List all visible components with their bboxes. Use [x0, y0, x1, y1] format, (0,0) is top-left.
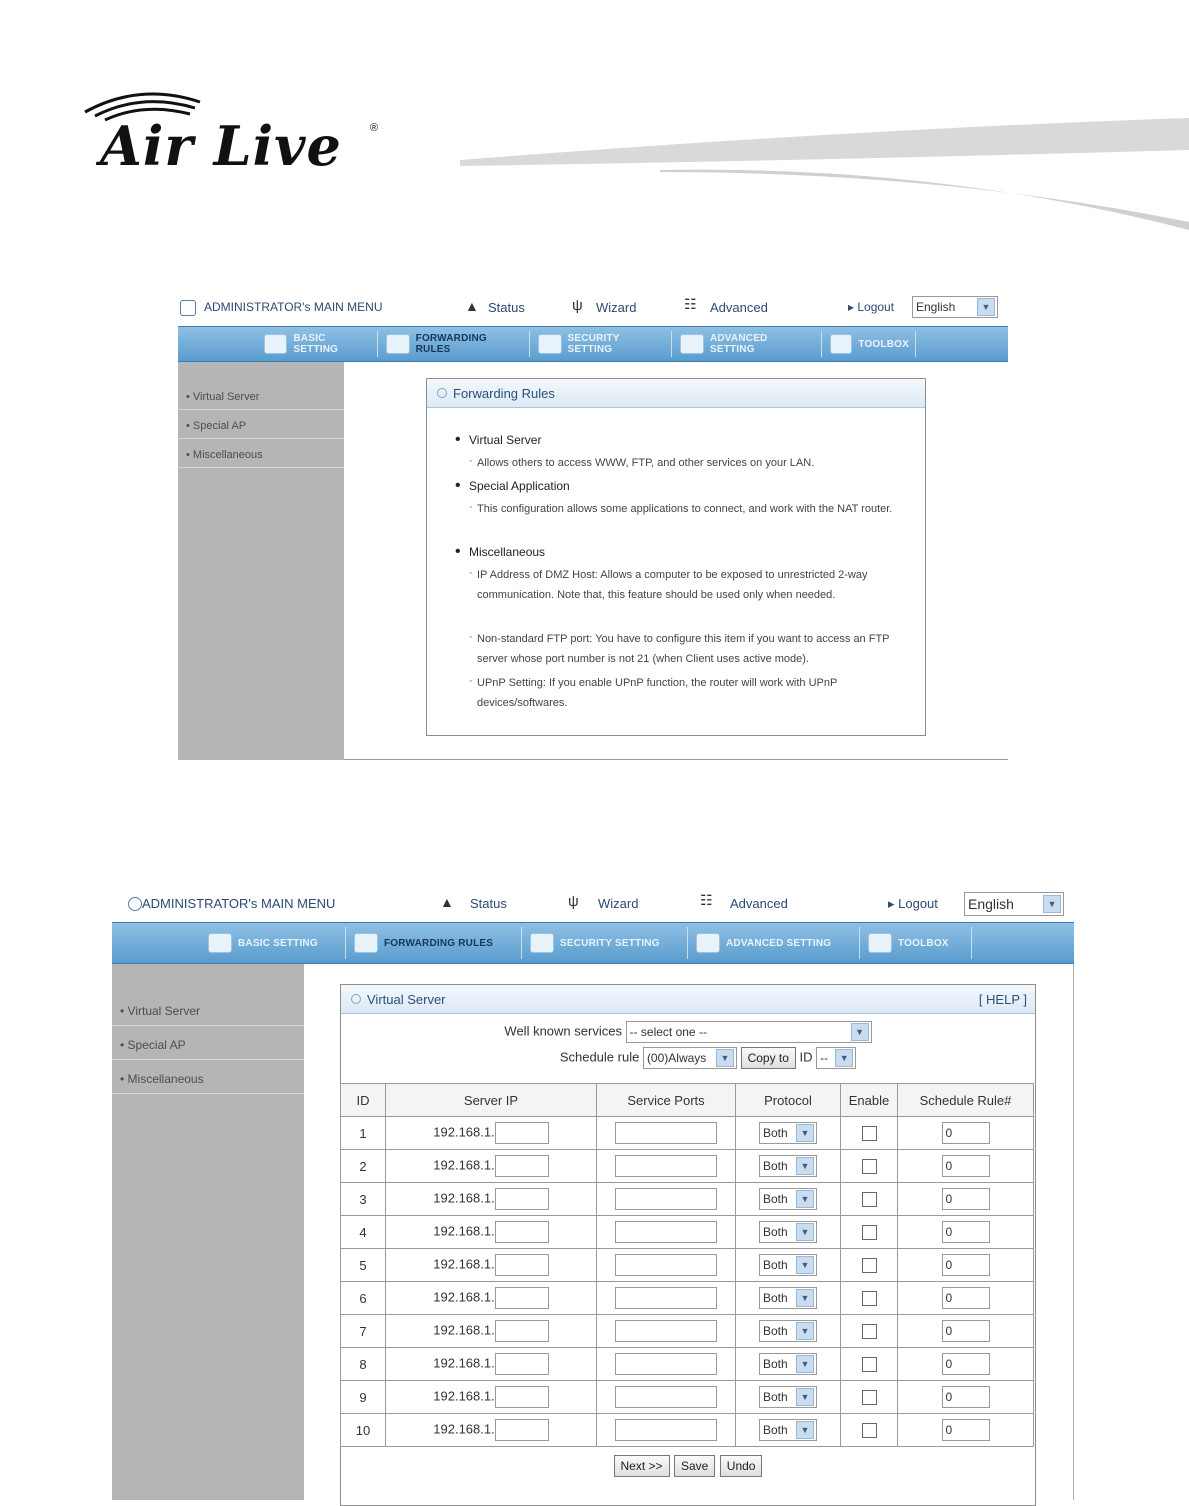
table-row [341, 1216, 1034, 1249]
section-desc: · This configuration allows some applications to connect, and work with the NAT router. [477, 499, 897, 519]
service-ports-cell [597, 1282, 736, 1315]
enable-cell [841, 1216, 898, 1249]
advanced-link[interactable]: Advanced [710, 300, 768, 315]
schedule-select[interactable] [643, 1047, 737, 1069]
schedule-cell [898, 1381, 1034, 1414]
schedule-rule-input[interactable]: 0 [942, 1320, 990, 1342]
enable-checkbox[interactable] [862, 1192, 877, 1207]
protocol-value: Both [763, 1324, 788, 1338]
row-id: 1 [341, 1117, 386, 1150]
sidebar-item-label: Special AP [127, 1037, 186, 1052]
advanced-icon: ☷ [684, 296, 697, 312]
server-ip-input[interactable] [495, 1419, 549, 1441]
table-row [341, 1150, 1034, 1183]
status-link[interactable]: Status [488, 300, 525, 315]
schedule-cell [898, 1348, 1034, 1381]
service-ports-cell [597, 1414, 736, 1447]
enable-checkbox[interactable] [862, 1159, 877, 1174]
schedule-rule-input[interactable]: 0 [942, 1287, 990, 1309]
panel-circle-icon [351, 994, 361, 1004]
chevron-down-icon: ▼ [796, 1157, 814, 1175]
chevron-down-icon: ▼ [796, 1190, 814, 1208]
enable-cell [841, 1414, 898, 1447]
service-ports-input[interactable] [615, 1353, 717, 1375]
row-id: 4 [341, 1216, 386, 1249]
schedule-cell [898, 1216, 1034, 1249]
chevron-down-icon: ▼ [796, 1223, 814, 1241]
chevron-down-icon: ▼ [977, 298, 995, 316]
logout-label: Logout [898, 896, 938, 911]
sidebar-item-miscellaneous[interactable]: • Miscellaneous [112, 1064, 304, 1094]
panel-circle-icon [437, 388, 447, 398]
section-heading-special-application: • Special Application [469, 479, 570, 493]
advanced-icon: ☷ [700, 892, 713, 908]
undo-button[interactable]: Undo [720, 1455, 763, 1477]
advanced-setting-icon [680, 334, 704, 354]
service-ports-input[interactable] [615, 1155, 717, 1177]
row-id: 7 [341, 1315, 386, 1348]
protocol-select[interactable] [759, 1287, 817, 1309]
language-select[interactable] [912, 296, 998, 318]
schedule-rule-input[interactable]: 0 [942, 1353, 990, 1375]
service-ports-cell [597, 1315, 736, 1348]
section-desc: · Non-standard FTP port: You have to configure this item if you want to access an FTP server whose port number is not 21 (when Client uses active mode). [477, 629, 897, 669]
sidebar-item-virtual-server[interactable]: • Virtual Server [112, 996, 304, 1026]
protocol-cell [736, 1150, 841, 1183]
row-id: 8 [341, 1348, 386, 1381]
column-header-service-ports: Service Ports [597, 1084, 736, 1117]
table-header-row [341, 1084, 1034, 1117]
server-ip-cell [386, 1414, 597, 1447]
server-ip-cell [386, 1315, 597, 1348]
tab-bar [178, 326, 1008, 362]
wizard-icon: ψ [572, 297, 583, 314]
protocol-select[interactable] [759, 1353, 817, 1375]
service-ports-cell [597, 1249, 736, 1282]
service-ports-input[interactable] [615, 1221, 717, 1243]
well-known-row [341, 1021, 1035, 1043]
protocol-value: Both [763, 1357, 788, 1371]
id-select[interactable] [816, 1047, 856, 1069]
toolbox-icon [830, 334, 852, 354]
tab-label: SECURITY SETTING [560, 937, 660, 949]
protocol-value: Both [763, 1390, 788, 1404]
server-ip-input[interactable] [495, 1287, 549, 1309]
chevron-down-icon: ▼ [796, 1289, 814, 1307]
language-value: English [916, 300, 956, 314]
schedule-rule-input[interactable]: 0 [942, 1254, 990, 1276]
schedule-cell [898, 1150, 1034, 1183]
logo-registered-mark: ® [370, 122, 379, 134]
table-row [341, 1117, 1034, 1150]
enable-checkbox[interactable] [862, 1126, 877, 1141]
service-ports-input[interactable] [615, 1254, 717, 1276]
server-ip-cell [386, 1150, 597, 1183]
server-ip-input[interactable] [495, 1386, 549, 1408]
main-menu-title[interactable]: ADMINISTRATOR's MAIN MENU [142, 896, 336, 911]
tab-label: BASIC SETTING [238, 937, 318, 949]
schedule-cell [898, 1282, 1034, 1315]
ip-prefix: 192.168.1. [433, 1355, 495, 1371]
schedule-rule-input[interactable]: 0 [942, 1419, 990, 1441]
table-row [341, 1414, 1034, 1447]
schedule-rule-input[interactable]: 0 [942, 1155, 990, 1177]
id-label: ID [799, 1049, 813, 1065]
airlive-logo [80, 84, 390, 178]
tab-label: SECURITY SETTING [567, 333, 620, 355]
ip-prefix: 192.168.1. [433, 1157, 495, 1173]
ip-prefix: 192.168.1. [433, 1223, 495, 1239]
tab-label: TOOLBOX [898, 937, 949, 949]
language-select[interactable] [964, 892, 1064, 916]
virtual-server-table [340, 1083, 1034, 1447]
protocol-cell [736, 1315, 841, 1348]
tab-toolbox[interactable] [824, 331, 916, 357]
server-ip-input[interactable] [495, 1221, 549, 1243]
section-heading-virtual-server: • Virtual Server [469, 433, 541, 447]
language-value: English [968, 896, 1014, 912]
server-ip-cell [386, 1216, 597, 1249]
id-value: -- [820, 1051, 829, 1065]
row-id: 10 [341, 1414, 386, 1447]
table-row [341, 1249, 1034, 1282]
protocol-cell [736, 1348, 841, 1381]
protocol-value: Both [763, 1126, 788, 1140]
panel-title-bar [427, 379, 925, 408]
tab-label: BASIC SETTING [293, 333, 339, 355]
service-ports-cell [597, 1150, 736, 1183]
next-button[interactable]: Next >> [614, 1455, 670, 1477]
server-ip-input[interactable] [495, 1188, 549, 1210]
protocol-value: Both [763, 1258, 788, 1272]
service-ports-cell [597, 1381, 736, 1414]
protocol-value: Both [763, 1423, 788, 1437]
toolbox-icon [868, 933, 892, 953]
copy-to-button[interactable]: Copy to [741, 1047, 796, 1069]
well-known-label: Well known services [504, 1023, 622, 1039]
logout-link[interactable]: ▸ Logout [848, 300, 895, 314]
row-id: 6 [341, 1282, 386, 1315]
chevron-down-icon: ▼ [716, 1049, 734, 1067]
admin-menu-icon [128, 897, 142, 911]
column-header-protocol: Protocol [736, 1084, 841, 1117]
panel-title: Forwarding Rules [453, 385, 555, 401]
server-ip-cell [386, 1117, 597, 1150]
server-ip-input[interactable] [495, 1353, 549, 1375]
section-desc: · Allows others to access WWW, FTP, and other services on your LAN. [477, 453, 907, 473]
tab-label: FORWARDING RULES [415, 333, 487, 355]
server-ip-cell [386, 1249, 597, 1282]
protocol-select[interactable] [759, 1221, 817, 1243]
sidebar-item-special-ap[interactable]: • Special AP [112, 1030, 304, 1060]
section-desc: · IP Address of DMZ Host: Allows a computer to be exposed to unrestricted 2-way communication. Note that, this feature should be used only when needed. [477, 565, 897, 605]
protocol-select[interactable] [759, 1419, 817, 1441]
action-buttons [341, 1455, 1035, 1477]
enable-cell [841, 1150, 898, 1183]
chevron-down-icon: ▼ [835, 1049, 853, 1067]
enable-checkbox[interactable] [862, 1258, 877, 1273]
virtual-server-panel [340, 984, 1036, 1506]
well-known-select[interactable] [626, 1021, 872, 1043]
forwarding-rules-panel [426, 378, 926, 736]
status-icon: ▲ [465, 298, 479, 314]
sidebar-item-label: Special AP [192, 419, 247, 432]
chevron-down-icon: ▼ [796, 1322, 814, 1340]
protocol-cell [736, 1381, 841, 1414]
enable-checkbox[interactable] [862, 1357, 877, 1372]
protocol-cell [736, 1183, 841, 1216]
enable-cell [841, 1315, 898, 1348]
server-ip-cell [386, 1282, 597, 1315]
section-heading-miscellaneous: • Miscellaneous [469, 545, 545, 559]
status-link[interactable]: Status [470, 896, 507, 911]
tab-forwarding-rules[interactable] [348, 927, 522, 959]
tab-label: TOOLBOX [858, 338, 909, 350]
protocol-cell [736, 1249, 841, 1282]
wizard-icon: ψ [568, 893, 579, 910]
section-desc: · UPnP Setting: If you enable UPnP function, the router will work with UPnP devices/softwares. [477, 673, 897, 713]
basic-setting-icon [208, 933, 232, 953]
protocol-select[interactable] [759, 1254, 817, 1276]
service-ports-input[interactable] [615, 1320, 717, 1342]
wizard-link[interactable]: Wizard [596, 300, 637, 315]
header-swoosh [460, 110, 1189, 240]
chevron-down-icon: ▼ [796, 1388, 814, 1406]
forwarding-rules-screenshot [178, 292, 1008, 760]
column-header-schedule-rule: Schedule Rule# [898, 1084, 1034, 1117]
ip-prefix: 192.168.1. [433, 1256, 495, 1272]
tab-label: FORWARDING RULES [384, 937, 494, 949]
service-ports-input[interactable] [615, 1122, 717, 1144]
enable-cell [841, 1117, 898, 1150]
tab-bar [112, 922, 1074, 964]
sidebar-item-label: Virtual Server [192, 390, 260, 403]
protocol-select[interactable] [759, 1122, 817, 1144]
main-menu-title[interactable]: ADMINISTRATOR's MAIN MENU [204, 300, 383, 314]
schedule-rule-input[interactable]: 0 [942, 1386, 990, 1408]
enable-checkbox[interactable] [862, 1324, 877, 1339]
table-row [341, 1348, 1034, 1381]
tab-toolbox[interactable] [862, 927, 972, 959]
protocol-cell [736, 1216, 841, 1249]
service-ports-input[interactable] [615, 1386, 717, 1408]
schedule-rule-input[interactable]: 0 [942, 1221, 990, 1243]
enable-checkbox[interactable] [862, 1291, 877, 1306]
security-icon [538, 334, 562, 354]
server-ip-cell [386, 1183, 597, 1216]
protocol-select[interactable] [759, 1155, 817, 1177]
row-id: 9 [341, 1381, 386, 1414]
protocol-select[interactable] [759, 1320, 817, 1342]
service-ports-cell [597, 1216, 736, 1249]
enable-checkbox[interactable] [862, 1225, 877, 1240]
server-ip-input[interactable] [495, 1320, 549, 1342]
save-button[interactable]: Save [674, 1455, 715, 1477]
server-ip-input[interactable] [495, 1122, 549, 1144]
column-header-id: ID [341, 1084, 386, 1117]
tab-label: ADVANCED SETTING [726, 937, 832, 949]
advanced-link[interactable]: Advanced [730, 896, 788, 911]
sidebar-item-virtual-server[interactable]: • Virtual Server [178, 384, 344, 410]
chevron-down-icon: ▼ [796, 1124, 814, 1142]
tab-advanced-setting[interactable] [690, 927, 860, 959]
schedule-label: Schedule rule [559, 1049, 640, 1065]
chevron-down-icon: ▼ [1043, 895, 1061, 913]
schedule-cell [898, 1315, 1034, 1348]
sidebar-item-miscellaneous[interactable]: • Miscellaneous [178, 442, 344, 468]
enable-cell [841, 1183, 898, 1216]
schedule-cell [898, 1183, 1034, 1216]
table-row [341, 1381, 1034, 1414]
advanced-setting-icon [696, 933, 720, 953]
tab-security-setting[interactable] [524, 927, 688, 959]
schedule-cell [898, 1117, 1034, 1150]
column-header-enable: Enable [841, 1084, 898, 1117]
chevron-down-icon: ▼ [796, 1256, 814, 1274]
protocol-cell [736, 1414, 841, 1447]
table-row [341, 1282, 1034, 1315]
chevron-down-icon: ▼ [851, 1023, 869, 1041]
ip-prefix: 192.168.1. [433, 1322, 495, 1338]
forwarding-icon [386, 334, 410, 354]
enable-checkbox[interactable] [862, 1423, 877, 1438]
enable-cell [841, 1381, 898, 1414]
admin-menu-icon [180, 300, 196, 316]
service-ports-cell [597, 1348, 736, 1381]
basic-setting-icon [264, 334, 287, 354]
tab-forwarding-rules[interactable] [380, 331, 530, 357]
virtual-server-screenshot [112, 888, 1074, 1500]
table-row [341, 1183, 1034, 1216]
schedule-rule-input[interactable]: 0 [942, 1122, 990, 1144]
server-ip-input[interactable] [495, 1254, 549, 1276]
tab-basic-setting[interactable] [258, 331, 378, 357]
enable-checkbox[interactable] [862, 1390, 877, 1405]
logout-link[interactable]: ▸ Logout [888, 896, 938, 911]
main-menu-bar [112, 888, 1074, 920]
chevron-down-icon: ▼ [796, 1355, 814, 1373]
server-ip-input[interactable] [495, 1155, 549, 1177]
logo-text: Air Live [100, 114, 342, 178]
protocol-value: Both [763, 1291, 788, 1305]
sidebar-item-special-ap[interactable]: • Special AP [178, 413, 344, 439]
schedule-row [341, 1047, 1035, 1069]
status-icon: ▲ [440, 894, 454, 910]
ip-prefix: 192.168.1. [433, 1289, 495, 1305]
schedule-value: (00)Always [646, 1051, 707, 1065]
protocol-select[interactable] [759, 1188, 817, 1210]
row-id: 2 [341, 1150, 386, 1183]
tab-label: ADVANCED SETTING [709, 333, 768, 355]
server-ip-cell [386, 1348, 597, 1381]
ip-prefix: 192.168.1. [433, 1190, 495, 1206]
schedule-cell [898, 1414, 1034, 1447]
tab-security-setting[interactable] [532, 331, 672, 357]
ip-prefix: 192.168.1. [433, 1388, 495, 1404]
enable-cell [841, 1348, 898, 1381]
main-menu-bar [178, 292, 1008, 324]
service-ports-input[interactable] [615, 1419, 717, 1441]
sidebar-item-label: Miscellaneous [127, 1071, 204, 1086]
forwarding-icon [354, 933, 378, 953]
enable-cell [841, 1282, 898, 1315]
security-icon [530, 933, 554, 953]
sidebar [178, 362, 344, 760]
protocol-value: Both [763, 1225, 788, 1239]
sidebar-item-label: Virtual Server [127, 1003, 201, 1018]
well-known-value: -- select one -- [629, 1025, 707, 1039]
tab-basic-setting[interactable] [202, 927, 346, 959]
panel-title-bar [341, 985, 1035, 1014]
server-ip-cell [386, 1381, 597, 1414]
sidebar-item-label: Miscellaneous [192, 448, 263, 461]
tab-advanced-setting[interactable] [674, 331, 822, 357]
wizard-link[interactable]: Wizard [598, 896, 639, 911]
protocol-cell [736, 1117, 841, 1150]
protocol-cell [736, 1282, 841, 1315]
row-id: 3 [341, 1183, 386, 1216]
row-id: 5 [341, 1249, 386, 1282]
ip-prefix: 192.168.1. [433, 1124, 495, 1140]
chevron-down-icon: ▼ [796, 1421, 814, 1439]
schedule-cell [898, 1249, 1034, 1282]
enable-cell [841, 1249, 898, 1282]
service-ports-cell [597, 1117, 736, 1150]
service-ports-input[interactable] [615, 1287, 717, 1309]
protocol-select[interactable] [759, 1386, 817, 1408]
schedule-rule-input[interactable]: 0 [942, 1188, 990, 1210]
table-row [341, 1315, 1034, 1348]
panel-title: Virtual Server [367, 991, 446, 1007]
logout-label: Logout [857, 300, 895, 314]
column-header-server-ip: Server IP [386, 1084, 597, 1117]
sidebar [112, 964, 304, 1500]
protocol-value: Both [763, 1159, 788, 1173]
service-ports-input[interactable] [615, 1188, 717, 1210]
service-ports-cell [597, 1183, 736, 1216]
help-link[interactable]: [ HELP ] [978, 991, 1027, 1007]
protocol-value: Both [763, 1192, 788, 1206]
ip-prefix: 192.168.1. [433, 1421, 495, 1437]
